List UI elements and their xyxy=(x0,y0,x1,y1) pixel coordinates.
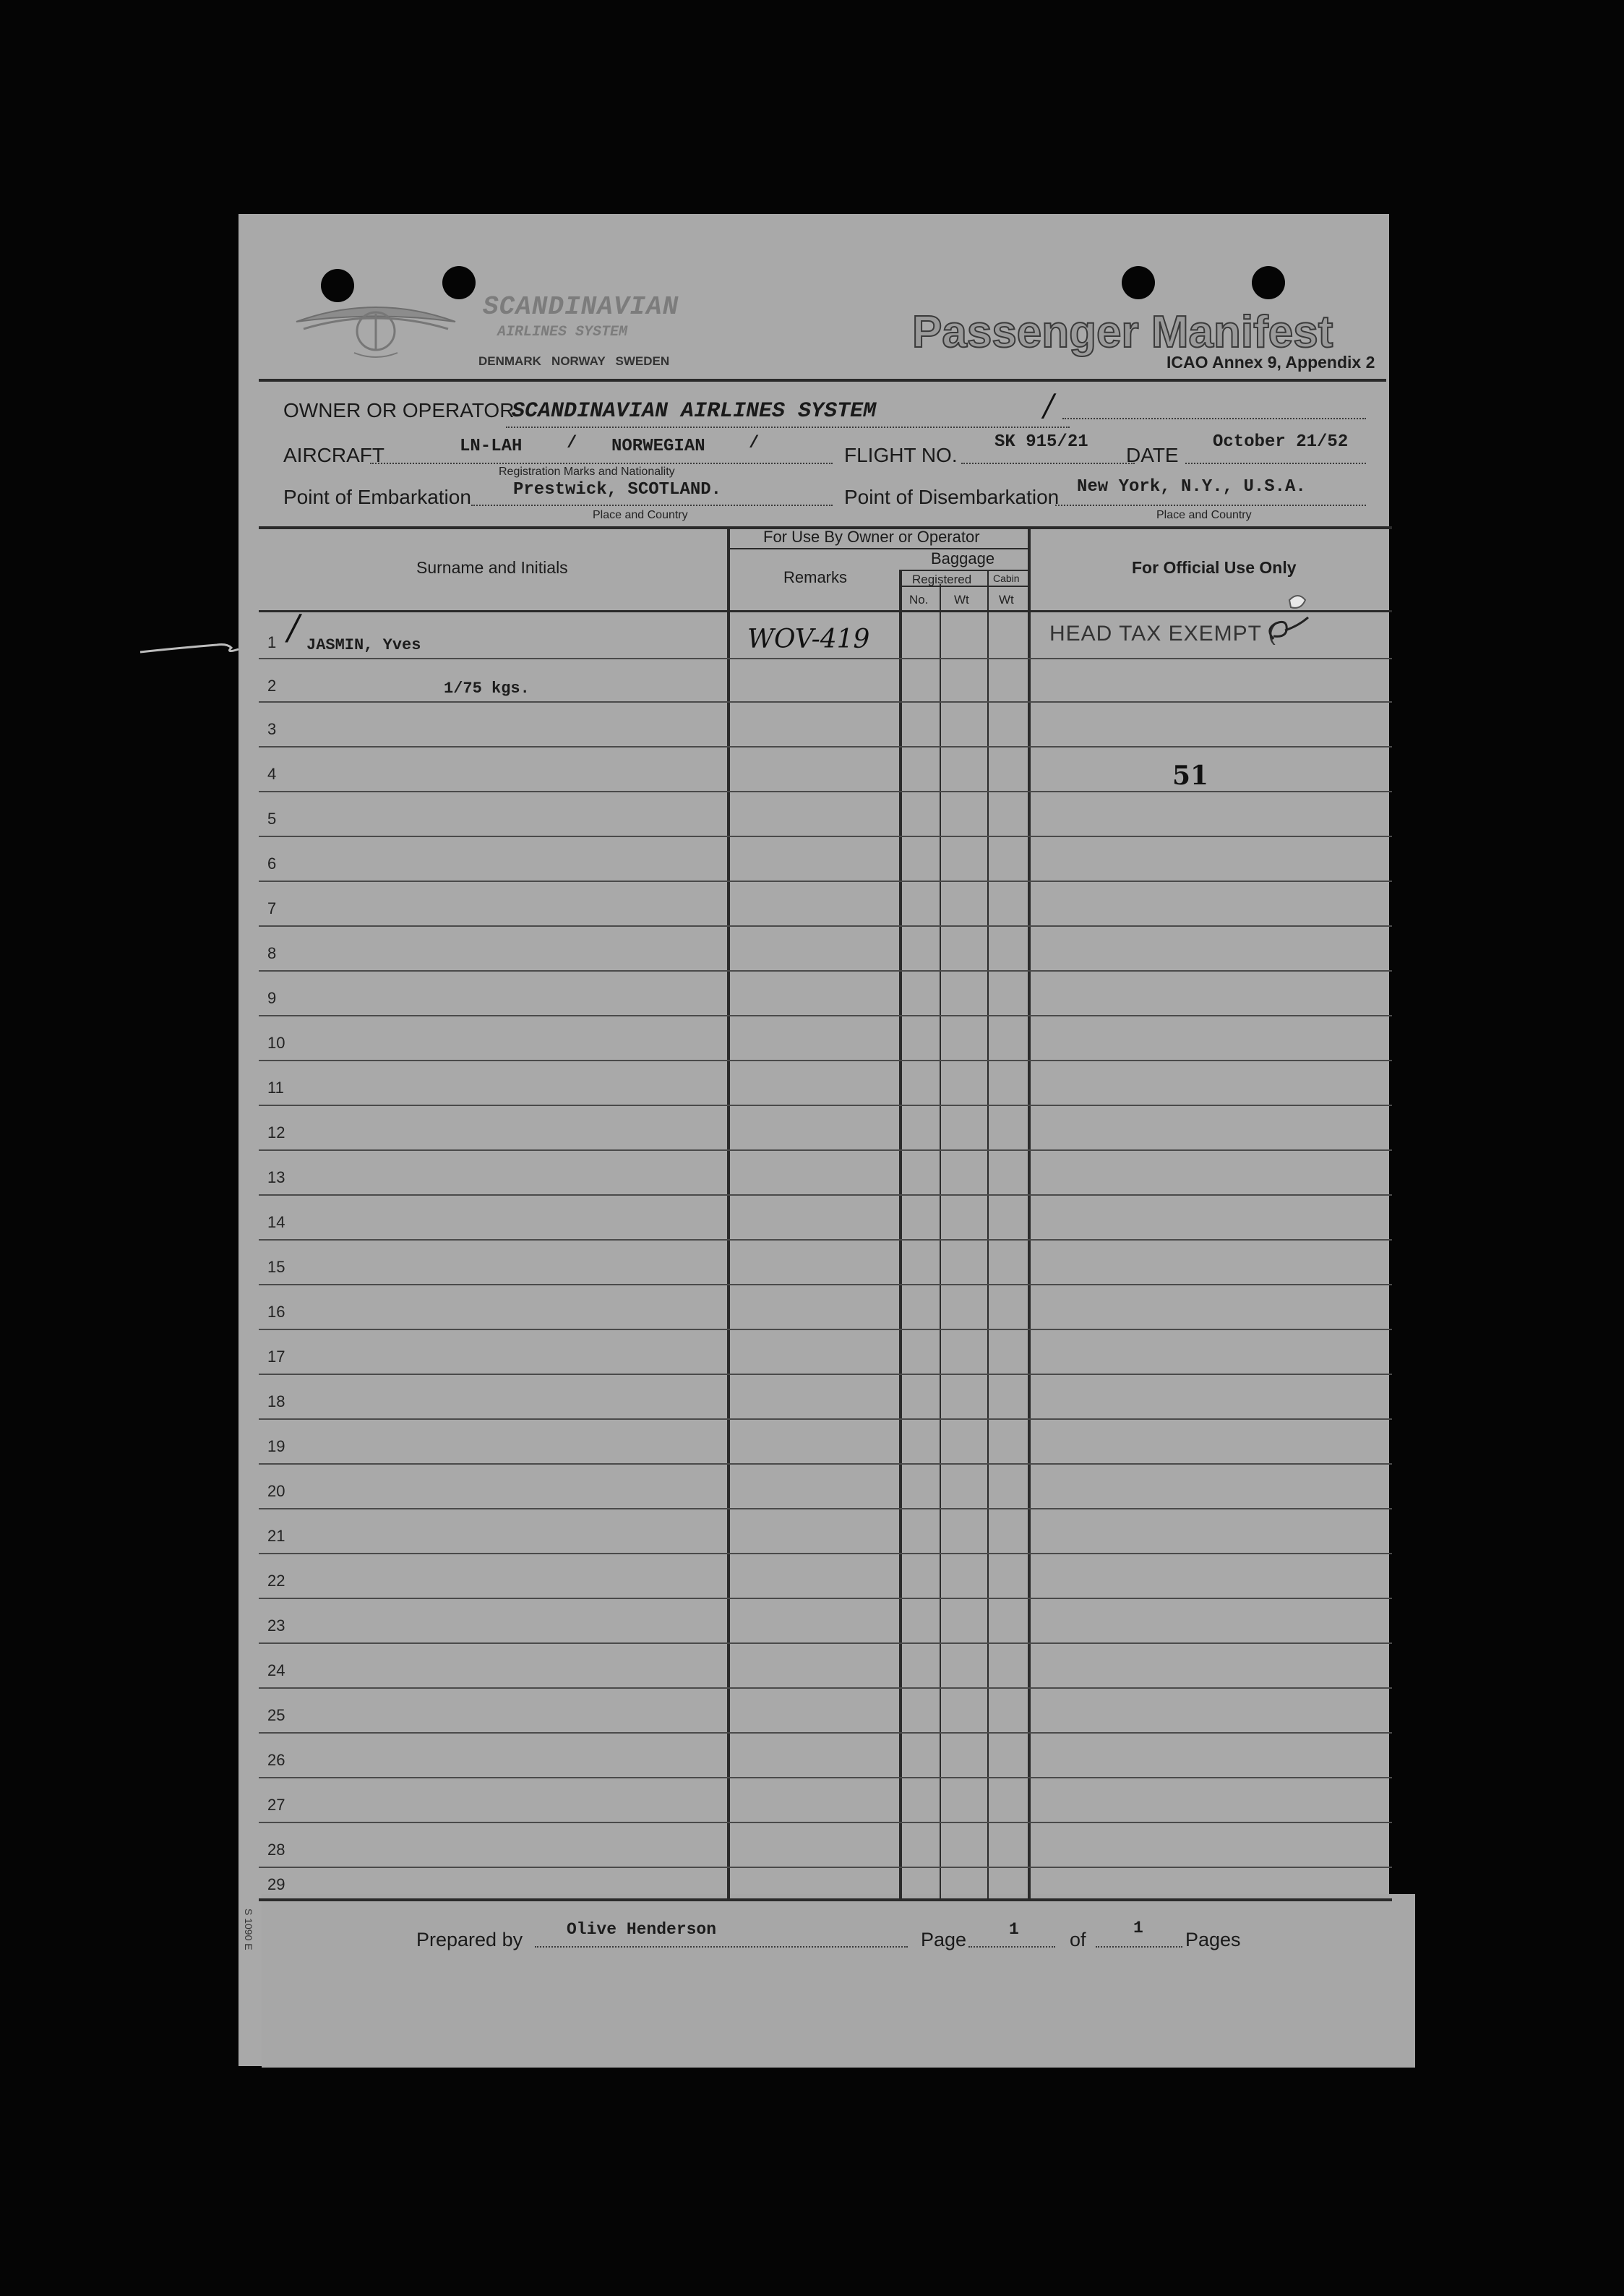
row-line xyxy=(259,1239,1392,1241)
row-line xyxy=(259,1508,1392,1509)
of-label: of xyxy=(1070,1929,1086,1950)
pages-label: Pages xyxy=(1185,1929,1241,1950)
check-mark-icon: / xyxy=(1044,387,1054,423)
row-number: 25 xyxy=(267,1706,285,1724)
row-line xyxy=(259,1777,1392,1778)
col-header-cabin-wt: Wt xyxy=(999,593,1014,607)
row-number: 28 xyxy=(267,1841,285,1859)
punch-hole xyxy=(1122,266,1155,299)
row-number: 4 xyxy=(267,765,277,783)
aircraft-nationality: NORWEGIAN xyxy=(611,437,705,456)
prepared-by-label: Prepared by xyxy=(416,1929,523,1950)
flight-label: FLIGHT NO. xyxy=(844,444,958,466)
col-divider-official xyxy=(1028,526,1031,1900)
row-number: 22 xyxy=(267,1572,285,1590)
stray-pen-mark-icon xyxy=(137,633,246,662)
header-rule xyxy=(259,379,1386,382)
row-line xyxy=(259,1374,1392,1375)
row-number: 18 xyxy=(267,1392,285,1410)
disembark-place-caption: Place and Country xyxy=(1156,509,1252,521)
flight-dotline xyxy=(961,463,1135,464)
row-line xyxy=(259,1867,1392,1868)
page-number-value: 1 xyxy=(1009,1920,1019,1939)
embarkation-value: Prestwick, SCOTLAND. xyxy=(513,480,722,500)
page-title: Passenger Manifest xyxy=(912,307,1333,357)
row-number: 23 xyxy=(267,1616,285,1635)
row-line xyxy=(259,836,1392,837)
row2-baggage-note: 1/75 kgs. xyxy=(444,680,530,698)
row-line xyxy=(259,1329,1392,1330)
of-dotline xyxy=(1096,1946,1182,1948)
prepared-by-value: Olive Henderson xyxy=(567,1920,717,1939)
row-number: 24 xyxy=(267,1661,285,1679)
form-reference: ICAO Annex 9, Appendix 2 xyxy=(1167,353,1375,372)
row-number: 21 xyxy=(267,1527,285,1545)
disembarkation-value: New York, N.Y., U.S.A. xyxy=(1077,477,1306,497)
embark-place-caption: Place and Country xyxy=(593,509,688,521)
aircraft-slash: / xyxy=(567,434,577,453)
col-divider-cabin xyxy=(987,570,989,1900)
col-header-official: For Official Use Only xyxy=(1132,558,1297,577)
page-label: Page xyxy=(921,1929,967,1950)
prepared-dotline xyxy=(535,1946,908,1948)
flight-value: SK 915/21 xyxy=(994,432,1088,452)
row-line xyxy=(259,1732,1392,1734)
row-number: 9 xyxy=(267,989,277,1007)
row-line xyxy=(259,658,1392,659)
owner-dotline xyxy=(506,427,1070,428)
col-group-baggage: Baggage xyxy=(931,549,995,567)
table-bottom-rule xyxy=(259,1898,1392,1901)
col-header-surname: Surname and Initials xyxy=(416,558,568,577)
row-number: 26 xyxy=(267,1751,285,1769)
scribble-mark-icon xyxy=(1263,588,1314,643)
row-number: 10 xyxy=(267,1034,285,1052)
row-line xyxy=(259,791,1392,792)
row-number: 27 xyxy=(267,1796,285,1814)
row-number: 8 xyxy=(267,944,277,962)
row-line xyxy=(259,1105,1392,1106)
row1-check-mark-icon: / xyxy=(288,607,300,648)
punch-hole xyxy=(1252,266,1285,299)
embark-dotline xyxy=(471,505,833,506)
row-number: 5 xyxy=(267,810,277,828)
row-line xyxy=(259,746,1392,748)
airline-countries: DENMARK NORWAY SWEDEN xyxy=(478,354,670,368)
airline-name: SCANDINAVIAN xyxy=(483,292,679,322)
row-number: 11 xyxy=(267,1079,284,1097)
row-number: 12 xyxy=(267,1123,285,1141)
row-line xyxy=(259,1687,1392,1689)
owner-value: SCANDINAVIAN AIRLINES SYSTEM xyxy=(512,399,877,424)
row-line xyxy=(259,1149,1392,1151)
col-divider-baggage xyxy=(899,570,902,1900)
aircraft-slash-2: / xyxy=(749,434,760,453)
row1-passenger-name: JASMIN, Yves xyxy=(306,636,421,654)
row-number: 6 xyxy=(267,854,277,873)
row-line xyxy=(259,1598,1392,1599)
row-line xyxy=(259,925,1392,927)
form-code: S 1090 E xyxy=(243,1909,254,1950)
date-dotline xyxy=(1185,463,1366,464)
row-number: 29 xyxy=(267,1875,285,1893)
sub-header-registered: Registered xyxy=(912,573,972,586)
col-divider-remarks xyxy=(727,526,730,1900)
row-line xyxy=(259,1015,1392,1016)
row-number: 17 xyxy=(267,1348,285,1366)
row-number: 20 xyxy=(267,1482,285,1500)
table-header-rule xyxy=(259,610,1392,612)
col-divider-wt xyxy=(940,584,941,1900)
row-number: 2 xyxy=(267,677,277,695)
row-line xyxy=(259,1822,1392,1823)
total-pages-value: 1 xyxy=(1133,1919,1143,1937)
embarkation-label: Point of Embarkation xyxy=(283,486,471,508)
page-dotline xyxy=(968,1946,1055,1948)
row-line xyxy=(259,1642,1392,1644)
row-number: 16 xyxy=(267,1303,285,1321)
owner-label: OWNER OR OPERATOR xyxy=(283,399,515,421)
disembark-dotline xyxy=(1055,505,1366,506)
col-header-wt: Wt xyxy=(954,593,969,607)
row-number: 15 xyxy=(267,1258,285,1276)
row-line xyxy=(259,1463,1392,1465)
row-number: 1 xyxy=(267,633,277,651)
baggage-group-rule xyxy=(899,570,1029,571)
row-line xyxy=(259,1418,1392,1420)
row-line xyxy=(259,701,1392,703)
row-line xyxy=(259,1284,1392,1285)
sub-header-cabin: Cabin xyxy=(993,573,1020,584)
date-label: DATE xyxy=(1126,444,1179,466)
date-value: October 21/52 xyxy=(1213,432,1349,452)
col-header-remarks: Remarks xyxy=(783,568,848,586)
row1-official-note: HEAD TAX EXEMPT ( xyxy=(1049,622,1276,646)
row-number: 13 xyxy=(267,1168,285,1186)
aircraft-registration: LN-LAH xyxy=(460,437,523,456)
row-number: 19 xyxy=(267,1437,285,1455)
row-number: 7 xyxy=(267,899,277,917)
row-number: 14 xyxy=(267,1213,285,1231)
airline-logo-icon xyxy=(289,289,463,361)
row-line xyxy=(259,1194,1392,1196)
row4-official-number: 51 xyxy=(1172,761,1209,791)
row-number: 3 xyxy=(267,720,277,738)
aircraft-dotline xyxy=(370,463,833,464)
registered-rule xyxy=(899,586,1029,587)
row-line xyxy=(259,881,1392,882)
disembarkation-label: Point of Disembarkation xyxy=(844,486,1060,508)
col-header-no: No. xyxy=(909,593,929,607)
row-line xyxy=(259,1060,1392,1061)
sheet-lower-edge xyxy=(262,1894,1415,2068)
owner-dotline-right xyxy=(1062,418,1366,419)
row-line xyxy=(259,1553,1392,1554)
registration-caption: Registration Marks and Nationality xyxy=(499,466,675,478)
col-group-owner: For Use By Owner or Operator xyxy=(763,528,980,546)
airline-name-line2: AIRLINES SYSTEM xyxy=(497,324,628,340)
row-line xyxy=(259,970,1392,972)
row1-remarks: WOV-419 xyxy=(747,625,870,654)
aircraft-label: AIRCRAFT xyxy=(283,444,384,466)
